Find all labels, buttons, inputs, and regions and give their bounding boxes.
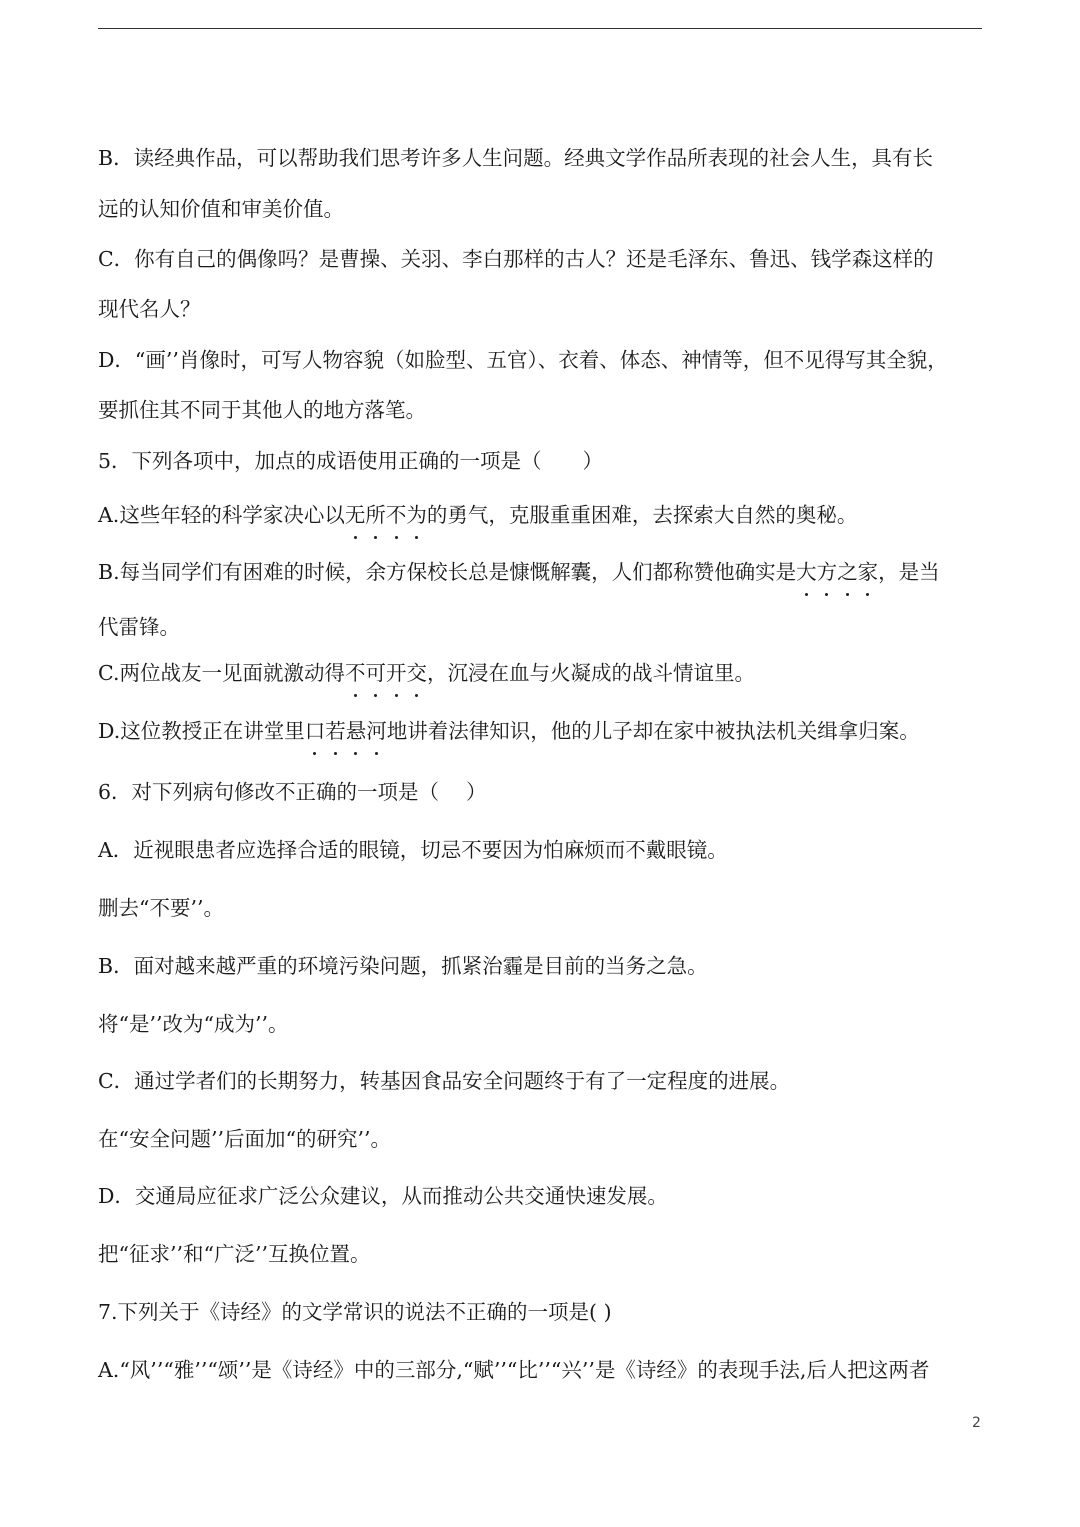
text-line: 将“是’’改为“成为’’。	[98, 1012, 289, 1036]
emphasis-dot-char: 方	[817, 557, 838, 587]
option-text: C.两位战友一见面就激动得	[98, 661, 345, 685]
text-line: 在“安全问题’’后面加“的研究’’。	[98, 1127, 392, 1151]
question-7-stem: 7.下列关于《诗经》的文学常识的说法不正确的一项是( )	[98, 1300, 612, 1324]
emphasis-dot-char: 口	[305, 716, 326, 746]
emphasis-dot-char: 家	[858, 557, 879, 587]
text-line: D．“画’’肖像时，可写人物容貌（如脸型、五官）、衣着、体态、神情等，但不见得写其全貌，	[98, 348, 948, 372]
dotted-idiom	[345, 661, 427, 685]
emphasis-dot-char: 之	[837, 557, 858, 587]
question-6-stem: 6．对下列病句修改不正确的一项是（ ）	[98, 780, 487, 804]
text-line: 代雷锋。	[98, 615, 180, 639]
question-5-option-a	[98, 500, 857, 530]
emphasis-dot-char: 为	[406, 500, 427, 530]
page-number: 2	[972, 1415, 981, 1431]
emphasis-dot-char: 若	[325, 716, 346, 746]
option-text: A.这些年轻的科学家决心以	[98, 503, 345, 527]
dotted-idiom	[305, 719, 387, 743]
question-5-option-c	[98, 658, 755, 688]
option-text: D.这位教授正在讲堂里	[98, 719, 305, 743]
emphasis-dot-char: 不	[386, 500, 407, 530]
option-text: ，沉浸在血与火凝成的战斗情谊里。	[426, 661, 755, 685]
emphasis-dot-char: 开	[386, 658, 407, 688]
question-5-option-b	[98, 557, 940, 587]
text-line: A.“风’’“雅’’“颂’’是《诗经》中的三部分,“赋’’“比’’“兴’’是《诗经》的表现手法,后人把这两者	[98, 1358, 930, 1382]
text-line: 把“征求’’和“广泛’’互换位置。	[98, 1242, 371, 1266]
text-line: B．读经典作品，可以帮助我们思考许多人生问题。经典文学作品所表现的社会人生，具有长	[98, 146, 934, 170]
emphasis-dot-char: 所	[365, 500, 386, 530]
option-text: B.每当同学们有困难的时候，余方保校长总是慷慨解囊，人们都称赞他确实是	[98, 560, 797, 584]
emphasis-dot-char: 悬	[346, 716, 367, 746]
emphasis-dot-char: 不	[345, 658, 366, 688]
text-line: 现代名人？	[98, 297, 201, 321]
question-5-stem: 5．下列各项中，加点的成语使用正确的一项是（ ）	[98, 449, 604, 473]
text-line: C．你有自己的偶像吗？是曹操、关羽、李白那样的古人？还是毛泽东、鲁迅、钱学森这样的	[98, 247, 934, 271]
option-text: 地讲着法律知识，他的儿子却在家中被执法机关缉拿归案。	[386, 719, 920, 743]
emphasis-dot-char: 可	[365, 658, 386, 688]
dotted-idiom	[345, 503, 427, 527]
text-line: 远的认知价值和审美价值。	[98, 197, 344, 221]
emphasis-dot-char: 河	[366, 716, 387, 746]
emphasis-dot-char: 交	[406, 658, 427, 688]
emphasis-dot-char: 大	[796, 557, 817, 587]
text-line: 删去“不要’’。	[98, 896, 225, 920]
text-line: A．近视眼患者应选择合适的眼镜，切忌不要因为怕麻烦而不戴眼镜。	[98, 838, 728, 862]
option-text: 的勇气，克服重重困难，去探索大自然的奥秘。	[426, 503, 858, 527]
text-line: 要抓住其不同于其他人的地方落笔。	[98, 398, 426, 422]
header-rule	[98, 28, 982, 29]
emphasis-dot-char: 无	[345, 500, 366, 530]
option-text: ，是当	[878, 560, 940, 584]
text-line: C．通过学者们的长期努力，转基因食品安全问题终于有了一定程度的进展。	[98, 1069, 791, 1093]
dotted-idiom	[796, 560, 878, 584]
text-line: B．面对越来越严重的环境污染问题，抓紧治霾是目前的当务之急。	[98, 954, 708, 978]
question-5-option-d	[98, 716, 920, 746]
text-line: D．交通局应征求广泛公众建议，从而推动公共交通快速发展。	[98, 1184, 668, 1208]
